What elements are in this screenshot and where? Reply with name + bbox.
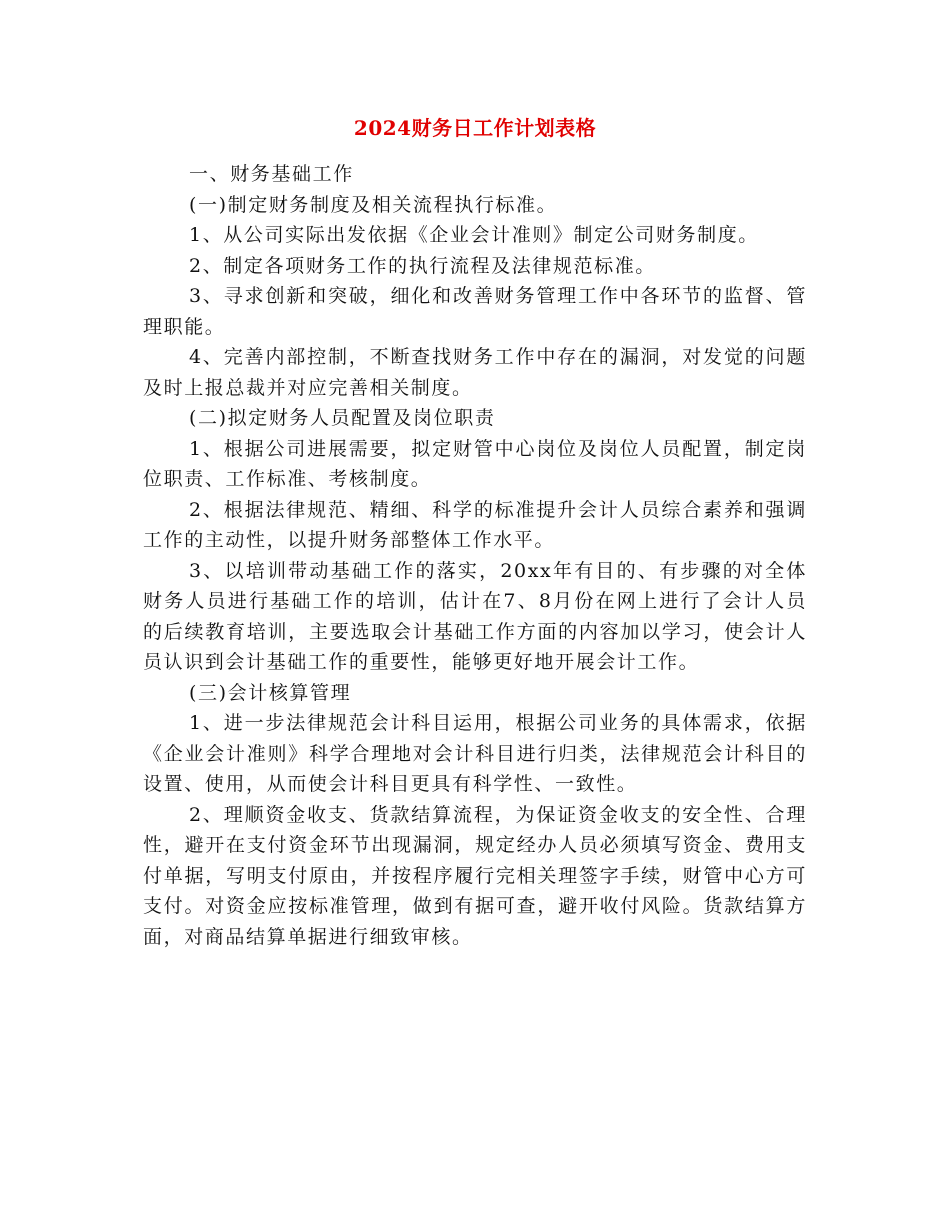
paragraph: 1、根据公司进展需要，拟定财管中心岗位及岗位人员配置，制定岗位职责、工作标准、考核制度。 bbox=[143, 437, 807, 490]
paragraph: 1、从公司实际出发依据《企业会计准则》制定公司财务制度。 bbox=[189, 224, 759, 246]
subsection-heading: (二)拟定财务人员配置及岗位职责 bbox=[189, 407, 496, 429]
paragraph: 1、进一步法律规范会计科目运用，根据公司业务的具体需求，依据《企业会计准则》科学合理地对会计科目进行归类，法律规范会计科目的设置、使用，从而使会计科目更具有科学性、一致性。 bbox=[143, 712, 807, 795]
paragraph: 3、寻求创新和突破，细化和改善财务管理工作中各环节的监督、管理职能。 bbox=[143, 285, 807, 338]
paragraph: 4、完善内部控制，不断查找财务工作中存在的漏洞，对发觉的问题及时上报总裁并对应完善相关制度。 bbox=[143, 346, 807, 399]
section-heading: 一、财务基础工作 bbox=[189, 163, 354, 185]
subsection-heading: (一)制定财务制度及相关流程执行标准。 bbox=[189, 193, 558, 216]
paragraph: 2、制定各项财务工作的执行流程及法律规范标准。 bbox=[189, 254, 656, 277]
document-title: 2024财务日工作计划表格 bbox=[353, 116, 597, 140]
paragraph: 2、理顺资金收支、货款结算流程，为保证资金收支的安全性、合理性，避开在支付资金环节出现漏洞，规定经办人员必须填写资金、费用支付单据，写明支付原由，并按程序履行完相关理签字手续，财管中心方可支付。对资金应按标准管理，做到有据可查，避开收付风险。货款结算方面，对商品结算单据进行细致审核。 bbox=[143, 803, 807, 948]
paragraph: 3、以培训带动基础工作的落实，20xx年有目的、有步骤的对全体财务人员进行基础工作的培训，估计在7、8月份在网上进行了会计人员的后续教育培训，主要选取会计基础工作方面的内容加以学习，使会计人员认识到会计基础工作的重要性，能够更好地开展会计工作。 bbox=[143, 559, 807, 673]
document-body bbox=[143, 159, 807, 952]
subsection-heading: (三)会计核算管理 bbox=[189, 681, 352, 704]
paragraph: 2、根据法律规范、精细、科学的标准提升会计人员综合素养和强调工作的主动性，以提升财务部整体工作水平。 bbox=[143, 498, 807, 551]
